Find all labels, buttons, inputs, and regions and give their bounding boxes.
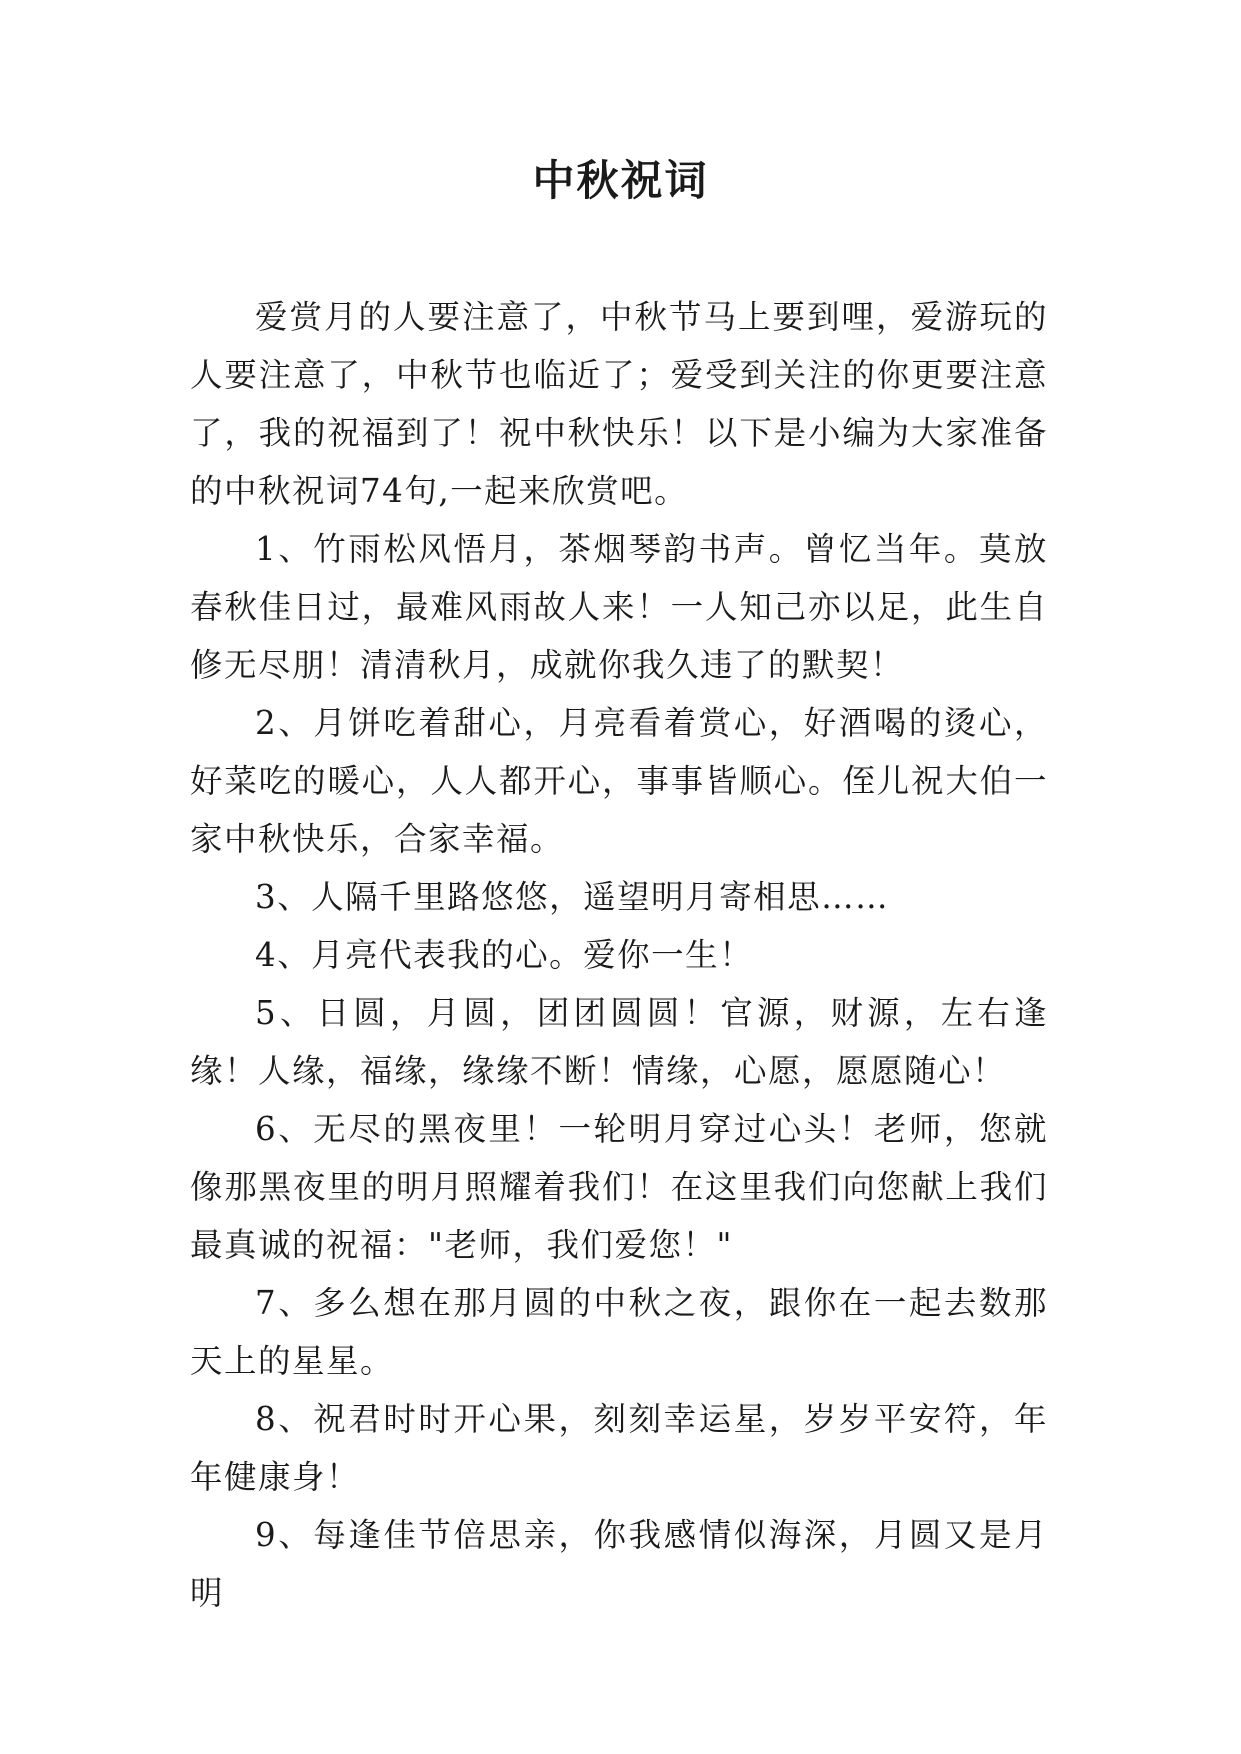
paragraph-item-9: 9、每逢佳节倍思亲，你我感情似海深，月圆又是月明 (190, 1516, 1048, 1612)
paragraph-item-4: 4、月亮代表我的心。爱你一生！ (255, 936, 754, 974)
document-body (190, 288, 1048, 1622)
paragraph-intro: 爱赏月的人要注意了，中秋节马上要到哩，爱游玩的人要注意了，中秋节也临近了；爱受到关注的你更要注意了，我的祝福到了！祝中秋快乐！以下是小编为大家准备的中秋祝词74句,一起来欣赏吧。 (190, 298, 1048, 510)
paragraph-item-5: 5、日圆，月圆，团团圆圆！官源，财源，左右逢缘！人缘，福缘，缘缘不断！情缘，心愿，愿愿随心！ (190, 994, 1048, 1090)
page-title: 中秋祝词 (532, 156, 709, 205)
paragraph-item-8: 8、祝君时时开心果，刻刻幸运星，岁岁平安符，年年健康身！ (190, 1400, 1048, 1496)
paragraph-item-2: 2、月饼吃着甜心，月亮看着赏心，好酒喝的烫心，好菜吃的暖心，人人都开心，事事皆顺心。侄儿祝大伯一家中秋快乐，合家幸福。 (190, 704, 1048, 858)
paragraph-item-3: 3、人隔千里路悠悠，遥望明月寄相思…… (255, 878, 890, 916)
paragraph-item-7: 7、多么想在那月圆的中秋之夜，跟你在一起去数那天上的星星。 (190, 1284, 1048, 1380)
paragraph-item-6: 6、无尽的黑夜里！一轮明月穿过心头！老师，您就像那黑夜里的明月照耀着我们！在这里我们向您献上我们最真诚的祝福："老师，我们爱您！" (190, 1110, 1048, 1264)
paragraph-item-1: 1、竹雨松风悟月，茶烟琴韵书声。曾忆当年。莫放春秋佳日过，最难风雨故人来！一人知己亦以足，此生自修无尽朋！清清秋月，成就你我久违了的默契！ (190, 530, 1048, 684)
